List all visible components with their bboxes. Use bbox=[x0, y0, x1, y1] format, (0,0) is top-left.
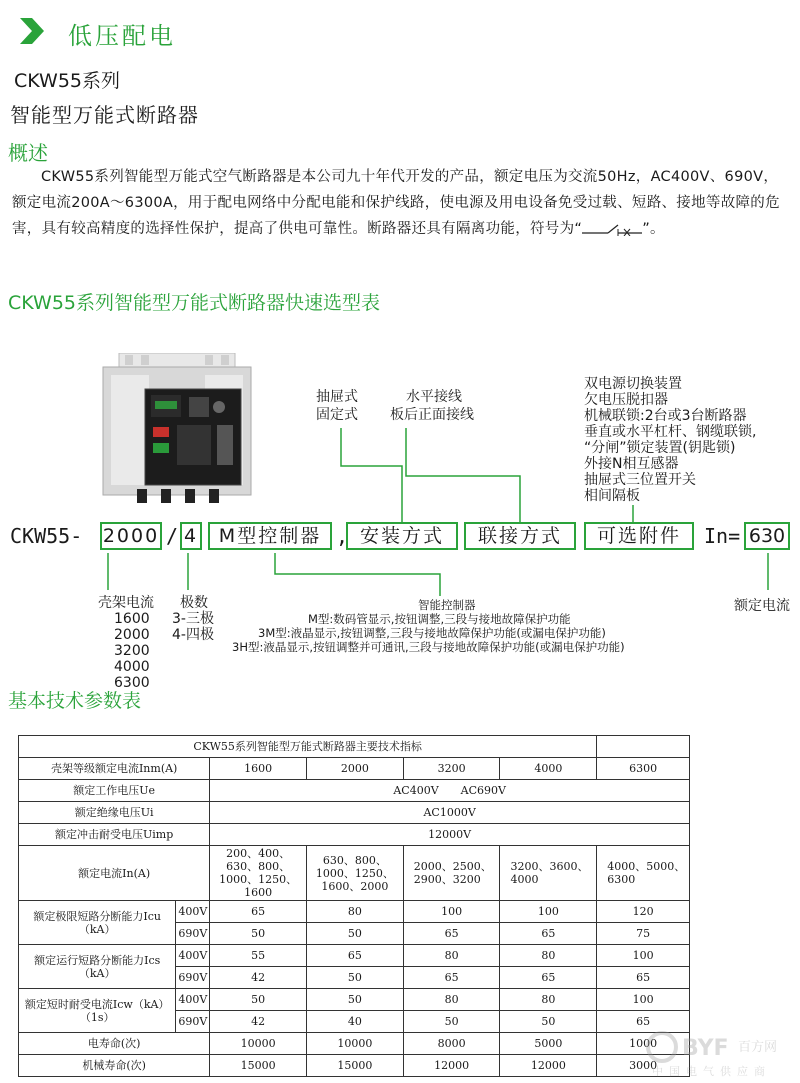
table-cell: 100 bbox=[403, 901, 500, 923]
icu-label: 额定极限短路分断能力Icu（kA） bbox=[19, 901, 176, 945]
poles-option: 3-三极 bbox=[172, 611, 214, 627]
controller-label: 智能控制器 bbox=[418, 598, 476, 612]
table-cell: 15000 bbox=[210, 1055, 307, 1077]
voltage-cell: 690V bbox=[176, 967, 210, 989]
code-in-box: 630 bbox=[744, 522, 790, 550]
table-cell: 80 bbox=[307, 901, 404, 923]
table-cell: 10000 bbox=[210, 1033, 307, 1055]
table-row bbox=[19, 1055, 690, 1077]
impulse-label: 额定冲击耐受电压Uimp bbox=[19, 824, 210, 846]
install-option: 固定式 bbox=[316, 407, 358, 423]
table-cell: 75 bbox=[597, 923, 690, 945]
table-cell: 65 bbox=[307, 945, 404, 967]
impulse-value: 12000V bbox=[210, 824, 690, 846]
table-cell: 40 bbox=[307, 1011, 404, 1033]
rated-current-label: 额定电流In(A) bbox=[19, 846, 210, 901]
code-frame-box: 2000 bbox=[100, 522, 162, 550]
table-cell: 3000 bbox=[597, 1055, 690, 1077]
table-row bbox=[19, 1033, 690, 1055]
watermark-brand-cn: 百方网 bbox=[738, 1040, 778, 1055]
params-heading: 基本技术参数表 bbox=[8, 690, 142, 712]
params-table bbox=[18, 735, 690, 1077]
table-cell: 6300 bbox=[597, 758, 690, 780]
table-cell: 50 bbox=[403, 1011, 500, 1033]
icw-label: 额定短时耐受电流Icw（kA）（1s） bbox=[19, 989, 176, 1033]
code-prefix: CKW55- bbox=[10, 524, 83, 548]
voltage-cell: 400V bbox=[176, 901, 210, 923]
table-cell: 50 bbox=[210, 989, 307, 1011]
table-cell: 65 bbox=[597, 1011, 690, 1033]
frame-option: 6300 bbox=[114, 675, 150, 691]
connect-option: 板后正面接线 bbox=[390, 407, 474, 423]
table-cell: 65 bbox=[500, 923, 597, 945]
table-cell: 100 bbox=[597, 945, 690, 967]
table-title: CKW55系列智能型万能式断路器主要技术指标 bbox=[19, 736, 597, 758]
table-cell: 3200、3600、4000 bbox=[500, 846, 597, 901]
overview-heading: 概述 bbox=[8, 141, 48, 165]
table-row bbox=[19, 802, 690, 824]
voltage-cell: 690V bbox=[176, 1011, 210, 1033]
table-cell: 120 bbox=[597, 901, 690, 923]
accessory-option: 双电源切换装置 bbox=[584, 376, 682, 392]
rated-label: 额定电流 bbox=[734, 598, 790, 614]
watermark-slogan: 中国电气供应商 bbox=[652, 1065, 771, 1078]
table-cell: 55 bbox=[210, 945, 307, 967]
poles-option: 4-四极 bbox=[172, 627, 214, 643]
install-option: 抽屉式 bbox=[316, 389, 358, 405]
connect-option: 水平接线 bbox=[406, 389, 462, 405]
code-poles-box: 4 bbox=[180, 522, 202, 550]
frame-label: 壳架电流 bbox=[98, 595, 154, 611]
table-cell: 50 bbox=[210, 923, 307, 945]
breaker-illustration bbox=[97, 353, 257, 508]
chevron-right-icon bbox=[18, 16, 46, 46]
table-row bbox=[19, 989, 690, 1011]
controller-option: 3M型:液晶显示,按钮调整,三段与接地故障保护功能(或漏电保护功能) bbox=[258, 626, 606, 640]
table-cell: 80 bbox=[500, 945, 597, 967]
overview-text-2: ”。 bbox=[642, 221, 665, 237]
table-cell: 65 bbox=[597, 967, 690, 989]
table-cell: 4000、5000、6300 bbox=[597, 846, 690, 901]
table-cell: 50 bbox=[500, 1011, 597, 1033]
code-connect-box: 联接方式 bbox=[464, 522, 576, 550]
voltage-cell: 690V bbox=[176, 923, 210, 945]
accessory-option: 外接N相互感器 bbox=[584, 456, 679, 472]
code-slash: / bbox=[166, 524, 179, 548]
voltage-value: AC400V AC690V bbox=[210, 780, 690, 802]
frame-row-label: 壳架等级额定电流Inm(A) bbox=[19, 758, 210, 780]
series-title: CKW55系列 bbox=[14, 70, 121, 92]
table-cell: 200、400、630、800、1000、1250、1600 bbox=[210, 846, 307, 901]
insulation-label: 额定绝缘电压Ui bbox=[19, 802, 210, 824]
controller-option: 3H型:液晶显示,按钮调整并可通讯,三段与接地故障保护功能(或漏电保护功能) bbox=[232, 640, 625, 654]
table-cell: 8000 bbox=[403, 1033, 500, 1055]
table-cell: 42 bbox=[210, 1011, 307, 1033]
table-cell: 15000 bbox=[307, 1055, 404, 1077]
table-cell: 1600 bbox=[210, 758, 307, 780]
table-cell: 5000 bbox=[500, 1033, 597, 1055]
accessory-option: 垂直或水平杠杆、钢缆联锁, bbox=[584, 424, 757, 440]
table-row bbox=[19, 824, 690, 846]
mech-life-label: 机械寿命(次) bbox=[19, 1055, 210, 1077]
table-cell: 42 bbox=[210, 967, 307, 989]
overview-paragraph bbox=[12, 164, 782, 242]
poles-label: 极数 bbox=[180, 595, 208, 611]
accessory-option: “分闸”锁定装置(钥匙锁) bbox=[584, 440, 736, 456]
accessory-option: 欠电压脱扣器 bbox=[584, 392, 668, 408]
product-title: 智能型万能式断路器 bbox=[10, 103, 199, 127]
frame-option: 2000 bbox=[114, 627, 150, 643]
table-cell: 50 bbox=[307, 967, 404, 989]
table-cell: 12000 bbox=[500, 1055, 597, 1077]
table-row bbox=[19, 846, 690, 901]
frame-option: 3200 bbox=[114, 643, 150, 659]
table-cell: 1000 bbox=[597, 1033, 690, 1055]
elec-life-label: 电寿命(次) bbox=[19, 1033, 210, 1055]
table-cell: 80 bbox=[403, 989, 500, 1011]
table-cell: 65 bbox=[210, 901, 307, 923]
ics-label: 额定运行短路分断能力Ics（kA） bbox=[19, 945, 176, 989]
selection-heading: CKW55系列智能型万能式断路器快速选型表 bbox=[8, 292, 381, 314]
insulation-value: AC1000V bbox=[210, 802, 690, 824]
table-cell: 100 bbox=[500, 901, 597, 923]
accessory-option: 抽屉式三位置开关 bbox=[584, 472, 696, 488]
code-controller-box: M型控制器 bbox=[208, 522, 332, 550]
code-install-box: 安装方式 bbox=[346, 522, 458, 550]
table-cell: 100 bbox=[597, 989, 690, 1011]
voltage-cell: 400V bbox=[176, 945, 210, 967]
isolator-symbol-icon bbox=[582, 222, 642, 236]
byf-watermark-logo bbox=[642, 1027, 792, 1079]
table-cell: 2000 bbox=[307, 758, 404, 780]
table-row bbox=[19, 736, 690, 758]
category-title: 低压配电 bbox=[68, 22, 176, 50]
table-row bbox=[19, 758, 690, 780]
code-accessory-box: 可选附件 bbox=[584, 522, 694, 550]
table-cell: 3200 bbox=[403, 758, 500, 780]
voltage-cell: 400V bbox=[176, 989, 210, 1011]
table-cell: 50 bbox=[307, 989, 404, 1011]
table-cell: 65 bbox=[403, 967, 500, 989]
voltage-label: 额定工作电压Ue bbox=[19, 780, 210, 802]
table-cell: 2000、2500、2900、3200 bbox=[403, 846, 500, 901]
frame-option: 1600 bbox=[114, 611, 150, 627]
table-cell: 12000 bbox=[403, 1055, 500, 1077]
table-row bbox=[19, 945, 690, 967]
controller-option: M型:数码管显示,按钮调整,三段与接地故障保护功能 bbox=[308, 612, 571, 626]
table-cell: 10000 bbox=[307, 1033, 404, 1055]
table-cell: 630、800、1000、1250、1600、2000 bbox=[307, 846, 404, 901]
watermark-brand: BYF bbox=[682, 1036, 729, 1061]
table-row bbox=[19, 901, 690, 923]
table-cell: 4000 bbox=[500, 758, 597, 780]
accessory-option: 机械联锁:2台或3台断路器 bbox=[584, 408, 747, 424]
table-cell: 65 bbox=[403, 923, 500, 945]
accessory-option: 相间隔板 bbox=[584, 488, 640, 504]
table-cell: 65 bbox=[500, 967, 597, 989]
frame-option: 4000 bbox=[114, 659, 150, 675]
table-cell: 80 bbox=[403, 945, 500, 967]
code-in-label: In= bbox=[704, 524, 741, 548]
table-cell: 80 bbox=[500, 989, 597, 1011]
overview-text-1: CKW55系列智能型万能式空气断路器是本公司九十年代开发的产品，额定电压为交流50Hz，AC400V、690V，额定电流200A～6300A，用于配电网络中分配电能和保护线路，使电源及用电设备免受过载、短路、接地等故障的危害，具有较高精度的选择性保护，提高了供电可靠性。断路器还具有隔离功能，符号为“ bbox=[12, 169, 780, 237]
table-row bbox=[19, 780, 690, 802]
code-comma: , bbox=[336, 524, 349, 548]
table-cell: 50 bbox=[307, 923, 404, 945]
